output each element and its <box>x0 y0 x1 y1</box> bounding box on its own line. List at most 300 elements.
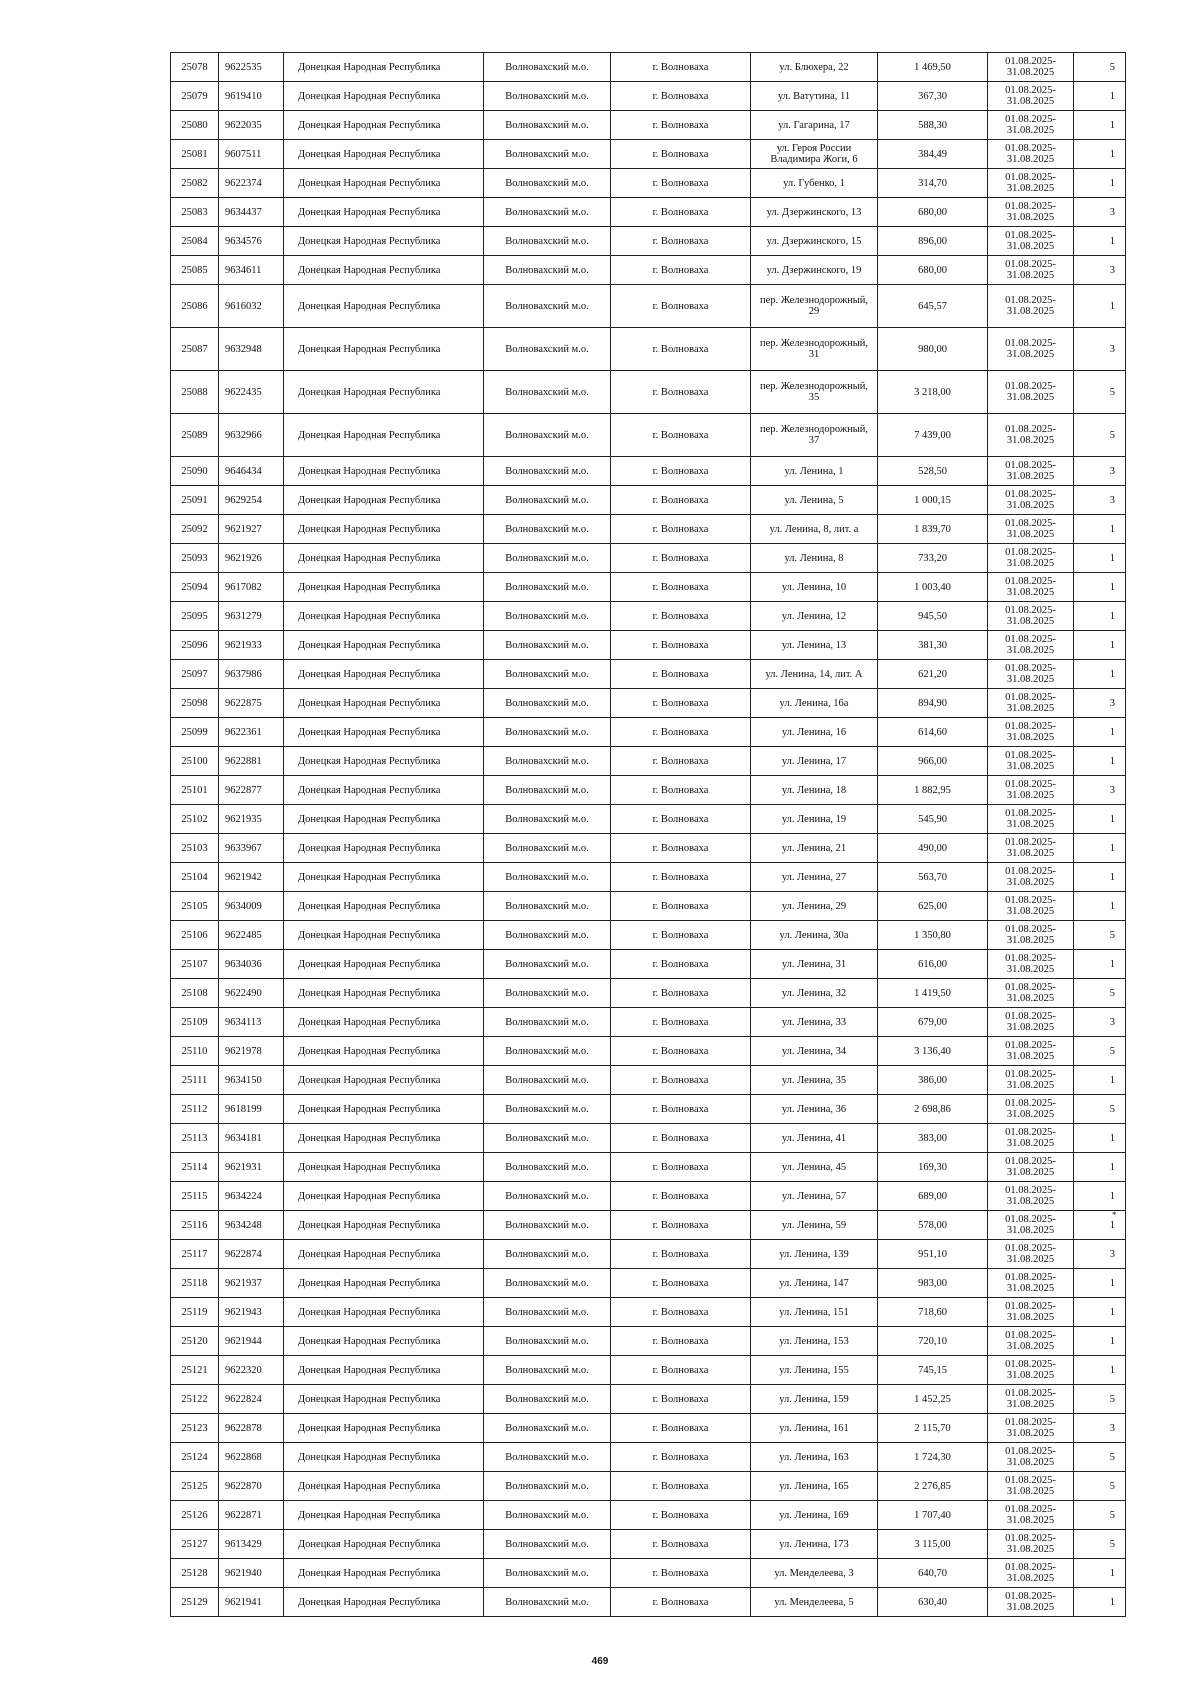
settlement-cell: г. Волноваха <box>611 1327 751 1356</box>
settlement-cell: г. Волноваха <box>611 921 751 950</box>
area-cell: 384,49 <box>878 140 988 169</box>
settlement-cell: г. Волноваха <box>611 602 751 631</box>
settlement-cell: г. Волноваха <box>611 747 751 776</box>
municipality-cell: Волновахский м.о. <box>484 1037 611 1066</box>
settlement-cell: г. Волноваха <box>611 1443 751 1472</box>
row-number-cell: 25109 <box>171 1008 219 1037</box>
row-number-cell: 25113 <box>171 1124 219 1153</box>
address-cell: ул. Ленина, 155 <box>751 1356 878 1385</box>
period-cell: 01.08.2025- 31.08.2025 <box>988 1559 1074 1588</box>
row-number-cell: 25118 <box>171 1269 219 1298</box>
cadastral-id-cell: 9634437 <box>219 198 284 227</box>
row-number-cell: 25093 <box>171 544 219 573</box>
area-cell: 1 839,70 <box>878 515 988 544</box>
cadastral-id-cell: 9622035 <box>219 111 284 140</box>
row-number-cell: 25108 <box>171 979 219 1008</box>
settlement-cell: г. Волноваха <box>611 1037 751 1066</box>
address-cell: ул. Ленина, 32 <box>751 979 878 1008</box>
period-cell: 01.08.2025- 31.08.2025 <box>988 544 1074 573</box>
address-cell: ул. Ленина, 13 <box>751 631 878 660</box>
address-cell: пер. Железнодорожный, 29 <box>751 285 878 328</box>
municipality-cell: Волновахский м.о. <box>484 776 611 805</box>
region-cell: Донецкая Народная Республика <box>284 573 484 602</box>
table-row <box>171 1530 1126 1559</box>
address-cell: ул. Ленина, 36 <box>751 1095 878 1124</box>
cadastral-id-cell: 9621943 <box>219 1298 284 1327</box>
row-number-cell: 25122 <box>171 1385 219 1414</box>
area-cell: 1 724,30 <box>878 1443 988 1472</box>
settlement-cell: г. Волноваха <box>611 1356 751 1385</box>
period-cell: 01.08.2025- 31.08.2025 <box>988 256 1074 285</box>
area-cell: 3 218,00 <box>878 371 988 414</box>
municipality-cell: Волновахский м.о. <box>484 1356 611 1385</box>
cadastral-id-cell: 9622868 <box>219 1443 284 1472</box>
cadastral-id-cell: 9613429 <box>219 1530 284 1559</box>
row-number-cell: 25100 <box>171 747 219 776</box>
municipality-cell: Волновахский м.о. <box>484 834 611 863</box>
row-number-cell: 25114 <box>171 1153 219 1182</box>
cadastral-id-cell: 9634181 <box>219 1124 284 1153</box>
row-number-cell: 25088 <box>171 371 219 414</box>
municipality-cell: Волновахский м.о. <box>484 515 611 544</box>
category-cell: 1 <box>1074 111 1126 140</box>
period-cell: 01.08.2025- 31.08.2025 <box>988 457 1074 486</box>
table-row <box>171 328 1126 371</box>
settlement-cell: г. Волноваха <box>611 660 751 689</box>
cadastral-id-cell: 9629254 <box>219 486 284 515</box>
row-number-cell: 25085 <box>171 256 219 285</box>
area-cell: 2 115,70 <box>878 1414 988 1443</box>
municipality-cell: Волновахский м.о. <box>484 1559 611 1588</box>
municipality-cell: Волновахский м.о. <box>484 53 611 82</box>
row-number-cell: 25125 <box>171 1472 219 1501</box>
row-number-cell: 25128 <box>171 1559 219 1588</box>
region-cell: Донецкая Народная Республика <box>284 1269 484 1298</box>
municipality-cell: Волновахский м.о. <box>484 169 611 198</box>
row-number-cell: 25080 <box>171 111 219 140</box>
address-cell: ул. Менделеева, 3 <box>751 1559 878 1588</box>
settlement-cell: г. Волноваха <box>611 82 751 111</box>
row-number-cell: 25121 <box>171 1356 219 1385</box>
area-cell: 951,10 <box>878 1240 988 1269</box>
settlement-cell: г. Волноваха <box>611 328 751 371</box>
area-cell: 980,00 <box>878 328 988 371</box>
cadastral-id-cell: 9621927 <box>219 515 284 544</box>
region-cell: Донецкая Народная Республика <box>284 371 484 414</box>
cadastral-id-cell: 9632966 <box>219 414 284 457</box>
row-number-cell: 25112 <box>171 1095 219 1124</box>
table-row <box>171 1472 1126 1501</box>
area-cell: 490,00 <box>878 834 988 863</box>
row-number-cell: 25095 <box>171 602 219 631</box>
settlement-cell: г. Волноваха <box>611 198 751 227</box>
region-cell: Донецкая Народная Республика <box>284 921 484 950</box>
table-row <box>171 660 1126 689</box>
area-cell: 630,40 <box>878 1588 988 1617</box>
settlement-cell: г. Волноваха <box>611 1008 751 1037</box>
cadastral-id-cell: 9633967 <box>219 834 284 863</box>
cadastral-id-cell: 9646434 <box>219 457 284 486</box>
area-cell: 983,00 <box>878 1269 988 1298</box>
area-cell: 945,50 <box>878 602 988 631</box>
cadastral-id-cell: 9619410 <box>219 82 284 111</box>
municipality-cell: Волновахский м.о. <box>484 689 611 718</box>
area-cell: 645,57 <box>878 285 988 328</box>
table-row <box>171 689 1126 718</box>
area-cell: 1 350,80 <box>878 921 988 950</box>
settlement-cell: г. Волноваха <box>611 53 751 82</box>
area-cell: 1 707,40 <box>878 1501 988 1530</box>
table-row <box>171 1559 1126 1588</box>
municipality-cell: Волновахский м.о. <box>484 1385 611 1414</box>
period-cell: 01.08.2025- 31.08.2025 <box>988 573 1074 602</box>
cadastral-id-cell: 9622374 <box>219 169 284 198</box>
cadastral-id-cell: 9621935 <box>219 805 284 834</box>
municipality-cell: Волновахский м.о. <box>484 1298 611 1327</box>
settlement-cell: г. Волноваха <box>611 979 751 1008</box>
area-cell: 680,00 <box>878 256 988 285</box>
period-cell: 01.08.2025- 31.08.2025 <box>988 660 1074 689</box>
period-cell: 01.08.2025- 31.08.2025 <box>988 328 1074 371</box>
municipality-cell: Волновахский м.о. <box>484 602 611 631</box>
cadastral-id-cell: 9634009 <box>219 892 284 921</box>
table-row <box>171 1066 1126 1095</box>
row-number-cell: 25083 <box>171 198 219 227</box>
category-cell: 1 <box>1074 602 1126 631</box>
region-cell: Донецкая Народная Республика <box>284 256 484 285</box>
row-number-cell: 25092 <box>171 515 219 544</box>
region-cell: Донецкая Народная Республика <box>284 1588 484 1617</box>
cadastral-id-cell: 9634576 <box>219 227 284 256</box>
region-cell: Донецкая Народная Республика <box>284 805 484 834</box>
address-cell: ул. Ленина, 8 <box>751 544 878 573</box>
municipality-cell: Волновахский м.о. <box>484 1472 611 1501</box>
cadastral-id-cell: 9634224 <box>219 1182 284 1211</box>
address-cell: ул. Менделеева, 5 <box>751 1588 878 1617</box>
settlement-cell: г. Волноваха <box>611 1240 751 1269</box>
row-number-cell: 25116 <box>171 1211 219 1240</box>
municipality-cell: Волновахский м.о. <box>484 1443 611 1472</box>
category-cell: 1 <box>1074 1211 1126 1240</box>
table-row <box>171 892 1126 921</box>
settlement-cell: г. Волноваха <box>611 892 751 921</box>
row-number-cell: 25104 <box>171 863 219 892</box>
municipality-cell: Волновахский м.о. <box>484 1066 611 1095</box>
region-cell: Донецкая Народная Республика <box>284 1240 484 1269</box>
area-cell: 381,30 <box>878 631 988 660</box>
address-cell: ул. Ленина, 35 <box>751 1066 878 1095</box>
settlement-cell: г. Волноваха <box>611 457 751 486</box>
page-number: 469 <box>591 1656 609 1667</box>
category-cell: 1 <box>1074 544 1126 573</box>
period-cell: 01.08.2025- 31.08.2025 <box>988 1356 1074 1385</box>
cadastral-id-cell: 9622874 <box>219 1240 284 1269</box>
period-cell: 01.08.2025- 31.08.2025 <box>988 1385 1074 1414</box>
area-cell: 386,00 <box>878 1066 988 1095</box>
table-row <box>171 718 1126 747</box>
period-cell: 01.08.2025- 31.08.2025 <box>988 486 1074 515</box>
municipality-cell: Волновахский м.о. <box>484 921 611 950</box>
table-row <box>171 1414 1126 1443</box>
period-cell: 01.08.2025- 31.08.2025 <box>988 921 1074 950</box>
address-cell: ул. Ленина, 169 <box>751 1501 878 1530</box>
cadastral-id-cell: 9631279 <box>219 602 284 631</box>
table-row <box>171 414 1126 457</box>
address-cell: ул. Ватутина, 11 <box>751 82 878 111</box>
area-cell: 745,15 <box>878 1356 988 1385</box>
table-row <box>171 457 1126 486</box>
table-row <box>171 515 1126 544</box>
address-cell: ул. Ленина, 59 <box>751 1211 878 1240</box>
cadastral-id-cell: 9622320 <box>219 1356 284 1385</box>
category-cell: 3 <box>1074 486 1126 515</box>
category-cell: 1 <box>1074 1124 1126 1153</box>
table-row <box>171 863 1126 892</box>
category-cell: 1 <box>1074 169 1126 198</box>
row-number-cell: 25111 <box>171 1066 219 1095</box>
settlement-cell: г. Волноваха <box>611 1095 751 1124</box>
row-number-cell: 25078 <box>171 53 219 82</box>
address-cell: ул. Ленина, 8, лит. а <box>751 515 878 544</box>
asterisk-mark: * <box>1112 1210 1117 1220</box>
cadastral-id-cell: 9622875 <box>219 689 284 718</box>
area-cell: 894,90 <box>878 689 988 718</box>
area-cell: 896,00 <box>878 227 988 256</box>
category-cell: 3 <box>1074 1414 1126 1443</box>
address-cell: ул. Ленина, 57 <box>751 1182 878 1211</box>
row-number-cell: 25115 <box>171 1182 219 1211</box>
municipality-cell: Волновахский м.о. <box>484 82 611 111</box>
category-cell: 1 <box>1074 1298 1126 1327</box>
cadastral-id-cell: 9618199 <box>219 1095 284 1124</box>
municipality-cell: Волновахский м.о. <box>484 718 611 747</box>
category-cell: 1 <box>1074 834 1126 863</box>
cadastral-id-cell: 9622490 <box>219 979 284 1008</box>
category-cell: 1 <box>1074 747 1126 776</box>
region-cell: Донецкая Народная Республика <box>284 515 484 544</box>
registry-table <box>170 52 1126 1617</box>
cadastral-id-cell: 9621978 <box>219 1037 284 1066</box>
region-cell: Донецкая Народная Республика <box>284 198 484 227</box>
address-cell: ул. Ленина, 45 <box>751 1153 878 1182</box>
municipality-cell: Волновахский м.о. <box>484 863 611 892</box>
category-cell: 1 <box>1074 82 1126 111</box>
municipality-cell: Волновахский м.о. <box>484 1327 611 1356</box>
cadastral-id-cell: 9622361 <box>219 718 284 747</box>
area-cell: 614,60 <box>878 718 988 747</box>
settlement-cell: г. Волноваха <box>611 371 751 414</box>
row-number-cell: 25103 <box>171 834 219 863</box>
address-cell: ул. Ленина, 153 <box>751 1327 878 1356</box>
row-number-cell: 25099 <box>171 718 219 747</box>
address-cell: ул. Ленина, 31 <box>751 950 878 979</box>
table-row <box>171 371 1126 414</box>
row-number-cell: 25124 <box>171 1443 219 1472</box>
municipality-cell: Волновахский м.о. <box>484 227 611 256</box>
region-cell: Донецкая Народная Республика <box>284 1559 484 1588</box>
cadastral-id-cell: 9622824 <box>219 1385 284 1414</box>
row-number-cell: 25101 <box>171 776 219 805</box>
municipality-cell: Волновахский м.о. <box>484 457 611 486</box>
address-cell: ул. Дзержинского, 15 <box>751 227 878 256</box>
category-cell: 5 <box>1074 979 1126 1008</box>
address-cell: ул. Ленина, 29 <box>751 892 878 921</box>
period-cell: 01.08.2025- 31.08.2025 <box>988 198 1074 227</box>
period-cell: 01.08.2025- 31.08.2025 <box>988 1327 1074 1356</box>
region-cell: Донецкая Народная Республика <box>284 53 484 82</box>
settlement-cell: г. Волноваха <box>611 1472 751 1501</box>
address-cell: ул. Ленина, 16а <box>751 689 878 718</box>
region-cell: Донецкая Народная Республика <box>284 1153 484 1182</box>
row-number-cell: 25120 <box>171 1327 219 1356</box>
area-cell: 545,90 <box>878 805 988 834</box>
region-cell: Донецкая Народная Республика <box>284 979 484 1008</box>
settlement-cell: г. Волноваха <box>611 1501 751 1530</box>
category-cell: 5 <box>1074 1472 1126 1501</box>
area-cell: 640,70 <box>878 1559 988 1588</box>
category-cell: 1 <box>1074 1269 1126 1298</box>
address-cell: ул. Блюхера, 22 <box>751 53 878 82</box>
category-cell: 5 <box>1074 414 1126 457</box>
address-cell: ул. Ленина, 139 <box>751 1240 878 1269</box>
address-cell: ул. Ленина, 147 <box>751 1269 878 1298</box>
area-cell: 966,00 <box>878 747 988 776</box>
row-number-cell: 25105 <box>171 892 219 921</box>
region-cell: Донецкая Народная Республика <box>284 1008 484 1037</box>
region-cell: Донецкая Народная Республика <box>284 1037 484 1066</box>
region-cell: Донецкая Народная Республика <box>284 747 484 776</box>
region-cell: Донецкая Народная Республика <box>284 486 484 515</box>
category-cell: 1 <box>1074 863 1126 892</box>
category-cell: 3 <box>1074 1240 1126 1269</box>
category-cell: 5 <box>1074 1037 1126 1066</box>
table-row <box>171 573 1126 602</box>
address-cell: ул. Ленина, 163 <box>751 1443 878 1472</box>
area-cell: 1 882,95 <box>878 776 988 805</box>
row-number-cell: 25126 <box>171 1501 219 1530</box>
period-cell: 01.08.2025- 31.08.2025 <box>988 689 1074 718</box>
region-cell: Донецкая Народная Республика <box>284 718 484 747</box>
municipality-cell: Волновахский м.о. <box>484 486 611 515</box>
municipality-cell: Волновахский м.о. <box>484 1211 611 1240</box>
cadastral-id-cell: 9634113 <box>219 1008 284 1037</box>
address-cell: ул. Ленина, 21 <box>751 834 878 863</box>
period-cell: 01.08.2025- 31.08.2025 <box>988 227 1074 256</box>
address-cell: ул. Ленина, 151 <box>751 1298 878 1327</box>
category-cell: 1 <box>1074 573 1126 602</box>
region-cell: Донецкая Народная Республика <box>284 328 484 371</box>
region-cell: Донецкая Народная Республика <box>284 111 484 140</box>
municipality-cell: Волновахский м.о. <box>484 1269 611 1298</box>
municipality-cell: Волновахский м.о. <box>484 1530 611 1559</box>
category-cell: 1 <box>1074 1327 1126 1356</box>
address-cell: ул. Губенко, 1 <box>751 169 878 198</box>
settlement-cell: г. Волноваха <box>611 1269 751 1298</box>
address-cell: ул. Дзержинского, 19 <box>751 256 878 285</box>
settlement-cell: г. Волноваха <box>611 111 751 140</box>
table-row <box>171 1008 1126 1037</box>
area-cell: 1 000,15 <box>878 486 988 515</box>
category-cell: 5 <box>1074 53 1126 82</box>
row-number-cell: 25127 <box>171 1530 219 1559</box>
category-cell: 5 <box>1074 921 1126 950</box>
period-cell: 01.08.2025- 31.08.2025 <box>988 602 1074 631</box>
category-cell: 5 <box>1074 1443 1126 1472</box>
table-row <box>171 834 1126 863</box>
address-cell: ул. Ленина, 30а <box>751 921 878 950</box>
settlement-cell: г. Волноваха <box>611 1182 751 1211</box>
settlement-cell: г. Волноваха <box>611 169 751 198</box>
area-cell: 3 136,40 <box>878 1037 988 1066</box>
cadastral-id-cell: 9634036 <box>219 950 284 979</box>
municipality-cell: Волновахский м.о. <box>484 1095 611 1124</box>
area-cell: 733,20 <box>878 544 988 573</box>
region-cell: Донецкая Народная Республика <box>284 863 484 892</box>
settlement-cell: г. Волноваха <box>611 515 751 544</box>
row-number-cell: 25094 <box>171 573 219 602</box>
municipality-cell: Волновахский м.о. <box>484 328 611 371</box>
region-cell: Донецкая Народная Республика <box>284 1182 484 1211</box>
period-cell: 01.08.2025- 31.08.2025 <box>988 1211 1074 1240</box>
area-cell: 314,70 <box>878 169 988 198</box>
municipality-cell: Волновахский м.о. <box>484 1414 611 1443</box>
municipality-cell: Волновахский м.о. <box>484 111 611 140</box>
region-cell: Донецкая Народная Республика <box>284 631 484 660</box>
municipality-cell: Волновахский м.о. <box>484 1153 611 1182</box>
row-number-cell: 25110 <box>171 1037 219 1066</box>
period-cell: 01.08.2025- 31.08.2025 <box>988 1037 1074 1066</box>
table-row <box>171 198 1126 227</box>
region-cell: Донецкая Народная Республика <box>284 1385 484 1414</box>
municipality-cell: Волновахский м.о. <box>484 414 611 457</box>
settlement-cell: г. Волноваха <box>611 776 751 805</box>
area-cell: 563,70 <box>878 863 988 892</box>
table-row <box>171 1269 1126 1298</box>
table-row <box>171 1037 1126 1066</box>
category-cell: 1 <box>1074 515 1126 544</box>
address-cell: ул. Ленина, 161 <box>751 1414 878 1443</box>
municipality-cell: Волновахский м.о. <box>484 1182 611 1211</box>
table-row <box>171 1356 1126 1385</box>
category-cell: 1 <box>1074 1356 1126 1385</box>
cadastral-id-cell: 9621933 <box>219 631 284 660</box>
municipality-cell: Волновахский м.о. <box>484 631 611 660</box>
address-cell: ул. Ленина, 173 <box>751 1530 878 1559</box>
area-cell: 616,00 <box>878 950 988 979</box>
settlement-cell: г. Волноваха <box>611 1211 751 1240</box>
table-row <box>171 1327 1126 1356</box>
region-cell: Донецкая Народная Республика <box>284 1443 484 1472</box>
address-cell: ул. Ленина, 5 <box>751 486 878 515</box>
cadastral-id-cell: 9616032 <box>219 285 284 328</box>
period-cell: 01.08.2025- 31.08.2025 <box>988 82 1074 111</box>
row-number-cell: 25107 <box>171 950 219 979</box>
table-row <box>171 256 1126 285</box>
municipality-cell: Волновахский м.о. <box>484 256 611 285</box>
settlement-cell: г. Волноваха <box>611 544 751 573</box>
cadastral-id-cell: 9621926 <box>219 544 284 573</box>
period-cell: 01.08.2025- 31.08.2025 <box>988 950 1074 979</box>
settlement-cell: г. Волноваха <box>611 1153 751 1182</box>
period-cell: 01.08.2025- 31.08.2025 <box>988 718 1074 747</box>
category-cell: 5 <box>1074 371 1126 414</box>
row-number-cell: 25089 <box>171 414 219 457</box>
category-cell: 1 <box>1074 718 1126 747</box>
row-number-cell: 25102 <box>171 805 219 834</box>
area-cell: 3 115,00 <box>878 1530 988 1559</box>
row-number-cell: 25117 <box>171 1240 219 1269</box>
row-number-cell: 25106 <box>171 921 219 950</box>
